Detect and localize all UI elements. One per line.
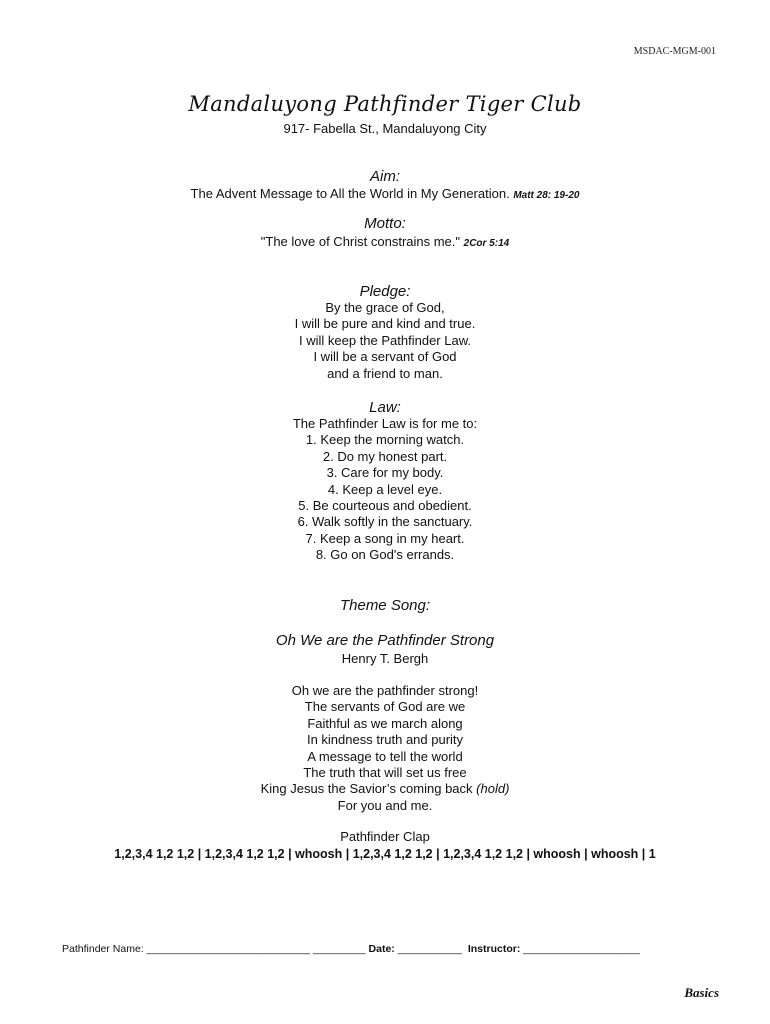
aim-reference: Matt 28: 19-20 bbox=[513, 190, 580, 201]
hold-note: (hold) bbox=[476, 781, 510, 797]
form-line bbox=[62, 943, 640, 955]
date-label: Date: bbox=[368, 943, 395, 955]
name-field[interactable]: Pathfinder Name: ____________________________ _________ bbox=[62, 943, 366, 955]
motto-heading: Motto: bbox=[364, 215, 406, 232]
song-title: Oh We are the Pathfinder Strong bbox=[275, 632, 495, 649]
club-title: Mandaluyong Pathfinder Tiger Club bbox=[188, 92, 582, 116]
aim-text: The Advent Message to All the World in My Generation. bbox=[190, 186, 510, 201]
lyric-line: Oh we are the pathfinder strong! bbox=[291, 683, 479, 698]
instructor-label: Instructor: bbox=[467, 943, 521, 955]
law-text bbox=[0, 416, 770, 564]
lyric-line: For you and me. bbox=[337, 797, 433, 813]
lyric-line: The truth that will set us free bbox=[303, 765, 467, 781]
lyric-line: A message to tell the world bbox=[307, 748, 463, 764]
aim-heading: Aim: bbox=[370, 168, 400, 185]
song-author: Henry T. Bergh bbox=[341, 651, 429, 666]
pledge-line: By the grace of God, bbox=[325, 300, 445, 315]
lyric-line: In kindness truth and purity bbox=[306, 732, 464, 748]
law-line: 4. Keep a level eye. bbox=[327, 481, 443, 497]
instructor-field[interactable]: ____________________ bbox=[523, 943, 641, 955]
motto-text: "The love of Christ constrains me." bbox=[260, 234, 461, 249]
lyric-line: Faithful as we march along bbox=[307, 715, 463, 731]
pledge-line: I will be a servant of God bbox=[313, 349, 457, 365]
law-line: 6. Walk softly in the sanctuary. bbox=[297, 514, 473, 530]
lyric-line: The servants of God are we bbox=[304, 699, 466, 715]
law-line: 5. Be courteous and obedient. bbox=[298, 498, 472, 514]
motto-reference: 2Cor 5:14 bbox=[463, 238, 510, 249]
clap-label: Pathfinder Clap bbox=[340, 829, 430, 844]
song-lyrics bbox=[0, 683, 770, 814]
law-heading: Law: bbox=[369, 399, 401, 416]
date-field[interactable]: ___________ bbox=[397, 943, 462, 955]
document-code: MSDAC-MGM-001 bbox=[633, 46, 716, 57]
motto-statement bbox=[0, 234, 770, 252]
club-address: 917- Fabella St., Mandaluyong City bbox=[283, 121, 487, 136]
law-line: 1. Keep the morning watch. bbox=[305, 432, 465, 448]
section-footer: Basics bbox=[684, 985, 719, 1000]
law-line: 3. Care for my body. bbox=[326, 465, 444, 481]
lyric-line bbox=[0, 781, 770, 797]
law-line: 7. Keep a song in my heart. bbox=[305, 530, 465, 546]
clap-sequence: 1,2,3,4 1,2 1,2 | 1,2,3,4 1,2 1,2 | whoosh | 1,2,3,4 1,2 1,2 | 1,2,3,4 1,2 1,2 | whoosh | whoosh | 1 bbox=[114, 847, 656, 861]
law-line: The Pathfinder Law is for me to: bbox=[292, 416, 478, 431]
pledge-line: and a friend to man. bbox=[327, 365, 443, 381]
pledge-line: I will keep the Pathfinder Law. bbox=[299, 332, 471, 348]
aim-statement bbox=[0, 186, 770, 204]
theme-song-heading: Theme Song: bbox=[339, 597, 431, 614]
pledge-line: I will be pure and kind and true. bbox=[294, 316, 476, 332]
law-line: 2. Do my honest part. bbox=[322, 448, 448, 464]
law-line: 8. Go on God's errands. bbox=[315, 547, 455, 563]
pledge-heading: Pledge: bbox=[359, 283, 411, 300]
pledge-text bbox=[0, 300, 770, 382]
lyric-line-text: King Jesus the Savior’s coming back bbox=[260, 781, 473, 797]
